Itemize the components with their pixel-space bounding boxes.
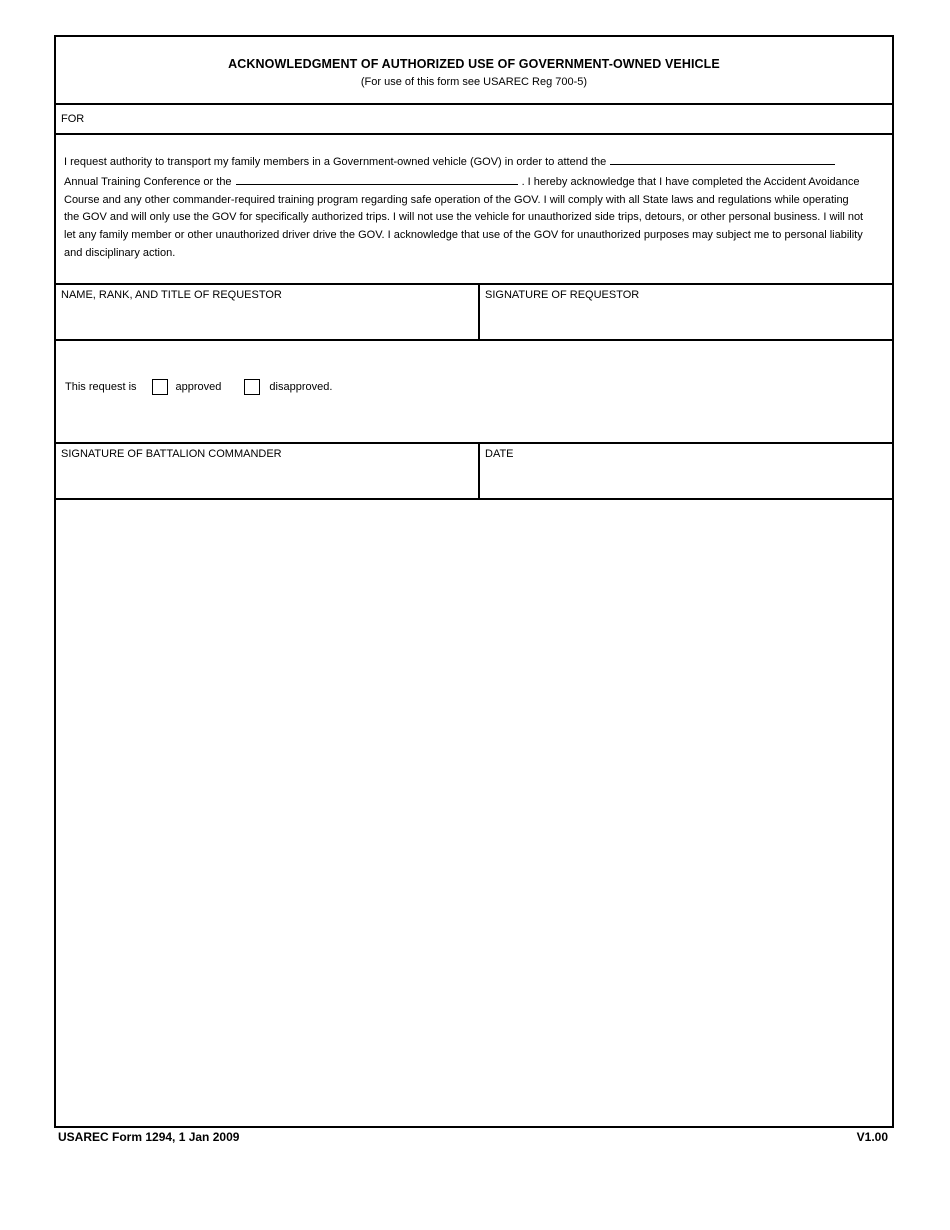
commander-section [56,444,892,500]
requestor-name-label: NAME, RANK, AND TITLE OF REQUESTOR [61,289,282,301]
requestor-signature-label: SIGNATURE OF REQUESTOR [485,289,640,301]
date-field[interactable] [480,444,892,498]
disapproved-label: disapproved. [269,381,333,393]
date-label: DATE [485,448,514,460]
disapproved-checkbox[interactable] [244,379,260,395]
event-blank-field[interactable] [610,152,835,165]
approval-prefix: This request is [65,381,137,393]
requestor-section [56,285,892,341]
statement-part-3: . I hereby acknowledge that I have completed the Accident Avoidance Course and any other commander-required training program regarding safe operation of the GOV. I will comply with all State laws and regulations while operating the GOV and will only use the GOV for specifically authorized trips. I will not use the vehicle for unauthorized side trips, detours, or other personal business. I will not let any family member or other unauthorized driver drive the GOV. I acknowledge that use of the GOV for unauthorized purposes may subject me to personal liability and disciplinary action. [64,175,864,259]
commander-signature-field[interactable] [56,444,480,498]
form-title: ACKNOWLEDGMENT OF AUTHORIZED USE OF GOVERNMENT-OWNED VEHICLE [228,57,720,71]
approved-label: approved [175,381,222,393]
requestor-name-field[interactable] [56,285,480,339]
approval-line [65,379,332,395]
form-id: USAREC Form 1294, 1 Jan 2009 [58,1130,240,1144]
form-version: V1.00 [856,1130,888,1144]
approval-section [56,341,892,444]
requestor-signature-field[interactable] [480,285,892,339]
statement-part-2: Annual Training Conference or the [64,175,232,188]
form-header [56,37,892,105]
approved-checkbox[interactable] [152,379,168,395]
form-frame [54,35,894,1128]
form-subtitle: (For use of this form see USAREC Reg 700-5) [360,76,588,88]
other-event-blank-field[interactable] [236,172,518,185]
commander-signature-label: SIGNATURE OF BATTALION COMMANDER [61,448,282,460]
statement-part-1: I request authority to transport my family members in a Government-owned vehicle (GOV) in order to attend the [64,156,607,168]
for-label: FOR [61,113,85,125]
statement-section [56,135,892,285]
for-field[interactable] [56,105,892,135]
statement-text [64,152,864,263]
